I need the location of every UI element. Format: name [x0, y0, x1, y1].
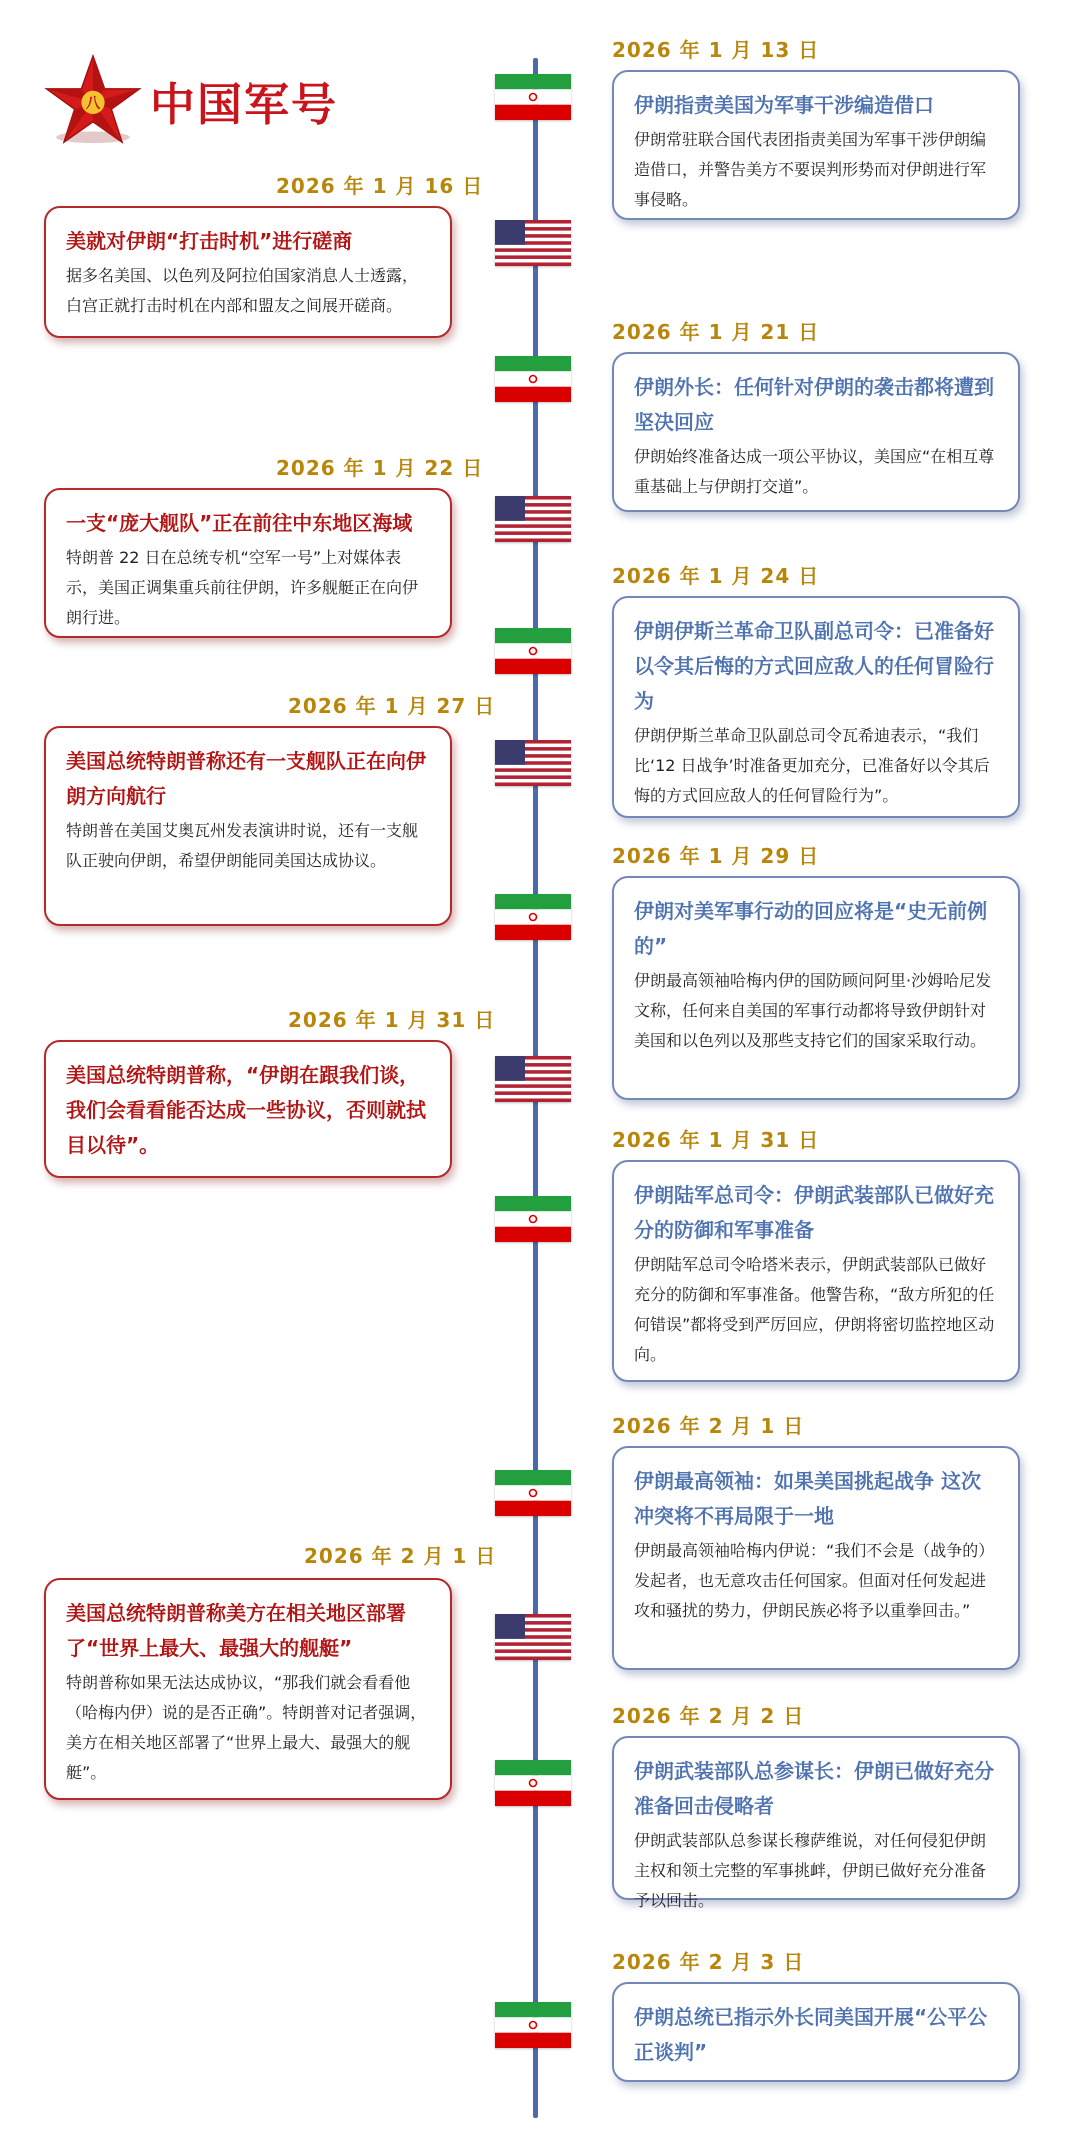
- brand-logo: [44, 54, 364, 154]
- brand-name: 中国军号: [150, 78, 339, 131]
- iran-flag-icon: [495, 1760, 571, 1806]
- event-body: 伊朗伊斯兰革命卫队副总司令瓦希迪表示，“我们比‘12 日战争’时准备更加充分，已准备好以令其后悔的方式回应敌人的任何冒险行为”。: [634, 726, 990, 805]
- event-title: 美国总统特朗普称，“伊朗在跟我们谈，我们会看看能否达成一些协议，否则就拭目以待”。: [66, 1063, 426, 1157]
- event-card-iran: [612, 70, 1020, 220]
- event-date: 2026 年 1 月 22 日: [276, 456, 484, 480]
- iran-flag-icon: [495, 894, 571, 940]
- event-date: 2026 年 2 月 1 日: [304, 1544, 497, 1568]
- event-date: 2026 年 2 月 3 日: [612, 1950, 805, 1974]
- event-card-usa: [44, 1040, 452, 1178]
- event-title: 美国总统特朗普称美方在相关地区部署了“世界上最大、最强大的舰艇”: [66, 1601, 406, 1660]
- event-card-usa: [44, 488, 452, 638]
- usa-flag-icon: [495, 1056, 571, 1102]
- iran-flag-icon: [495, 356, 571, 402]
- event-date: 2026 年 1 月 29 日: [612, 844, 820, 868]
- event-date: 2026 年 1 月 24 日: [612, 564, 820, 588]
- event-date: 2026 年 2 月 2 日: [612, 1704, 805, 1728]
- event-body: 据多名美国、以色列及阿拉伯国家消息人士透露，白宫正就打击时机在内部和盟友之间展开磋商。: [66, 266, 419, 315]
- event-title: 一支“庞大舰队”正在前往中东地区海域: [66, 511, 413, 535]
- event-body: 伊朗始终准备达成一项公平协议，美国应“在相互尊重基础上与伊朗打交道”。: [634, 447, 995, 496]
- event-date: 2026 年 1 月 27 日: [288, 694, 496, 718]
- star-emblem-char: 八: [85, 96, 101, 113]
- event-card-iran: [612, 1736, 1020, 1910]
- event-card-usa: [44, 1578, 452, 1800]
- event-title: 伊朗最高领袖：如果美国挑起战争 这次冲突将不再局限于一地: [634, 1469, 981, 1528]
- event-card-iran: [612, 1160, 1020, 1382]
- event-title: 伊朗总统已指示外长同美国开展“公平公正谈判”: [634, 2005, 988, 2064]
- usa-flag-icon: [495, 740, 571, 786]
- usa-flag-icon: [495, 220, 571, 266]
- iran-flag-icon: [495, 2002, 571, 2048]
- event-card-iran: [612, 352, 1020, 512]
- event-body: 特朗普在美国艾奥瓦州发表演讲时说，还有一支舰队正驶向伊朗，希望伊朗能同美国达成协议。: [66, 821, 419, 870]
- event-body: 特朗普称如果无法达成协议，“那我们就会看看他（哈梅内伊）说的是否正确”。特朗普对记者强调，美方在相关地区部署了“世界上最大、最强大的舰艇”。: [66, 1673, 427, 1782]
- event-body: 伊朗武装部队总参谋长穆萨维说，对任何侵犯伊朗主权和领土完整的军事挑衅，伊朗已做好充分准备予以回击。: [634, 1831, 987, 1910]
- iran-flag-icon: [495, 1196, 571, 1242]
- event-body: 特朗普 22 日在总统专机“空军一号”上对媒体表示，美国正调集重兵前往伊朗，许多舰艇正在向伊朗行进。: [66, 548, 419, 627]
- event-title: 伊朗外长：任何针对伊朗的袭击都将遭到坚决回应: [634, 375, 994, 434]
- event-card-usa: [44, 726, 452, 926]
- event-date: 2026 年 1 月 31 日: [288, 1008, 496, 1032]
- event-card-iran: [612, 1446, 1020, 1670]
- event-date: 2026 年 1 月 16 日: [276, 174, 484, 198]
- event-date: 2026 年 2 月 1 日: [612, 1414, 805, 1438]
- usa-flag-icon: [495, 496, 571, 542]
- event-body: 伊朗最高领袖哈梅内伊的国防顾问阿里·沙姆哈尼发文称，任何来自美国的军事行动都将导致伊朗针对美国和以色列以及那些支持它们的国家采取行动。: [634, 971, 992, 1050]
- iran-flag-icon: [495, 74, 571, 120]
- event-title: 伊朗伊斯兰革命卫队副总司令：已准备好以令其后悔的方式回应敌人的任何冒险行为: [634, 619, 994, 713]
- event-body: 伊朗陆军总司令哈塔米表示，伊朗武装部队已做好充分的防御和军事准备。他警告称，“敌方所犯的任何错误”都将受到严厉回应，伊朗将密切监控地区动向。: [634, 1255, 995, 1364]
- event-title: 伊朗武装部队总参谋长：伊朗已做好充分准备回击侵略者: [634, 1759, 994, 1818]
- event-title: 美国总统特朗普称还有一支舰队正在向伊朗方向航行: [66, 749, 426, 808]
- event-date: 2026 年 1 月 13 日: [612, 38, 820, 62]
- event-card-iran: [612, 596, 1020, 818]
- event-card-iran: [612, 876, 1020, 1100]
- event-date: 2026 年 1 月 31 日: [612, 1128, 820, 1152]
- event-card-iran: [612, 1982, 1020, 2082]
- event-title: 伊朗陆军总司令：伊朗武装部队已做好充分的防御和军事准备: [634, 1183, 994, 1242]
- usa-flag-icon: [495, 1614, 571, 1660]
- event-card-usa: [44, 206, 452, 338]
- event-body: 伊朗常驻联合国代表团指责美国为军事干涉伊朗编造借口，并警告美方不要误判形势而对伊朗进行军事侵略。: [634, 130, 987, 209]
- iran-flag-icon: [495, 628, 571, 674]
- event-date: 2026 年 1 月 21 日: [612, 320, 820, 344]
- iran-flag-icon: [495, 1470, 571, 1516]
- red-star-icon: [44, 54, 142, 146]
- event-title: 伊朗对美军事行动的回应将是“史无前例的”: [634, 899, 988, 958]
- event-body: 伊朗最高领袖哈梅内伊说：“我们不会是（战争的）发起者，也无意攻击任何国家。但面对任何发起进攻和骚扰的势力，伊朗民族必将予以重拳回击。”: [634, 1541, 995, 1620]
- event-title: 美就对伊朗“打击时机”进行磋商: [66, 229, 353, 253]
- event-title: 伊朗指责美国为军事干涉编造借口: [634, 93, 934, 117]
